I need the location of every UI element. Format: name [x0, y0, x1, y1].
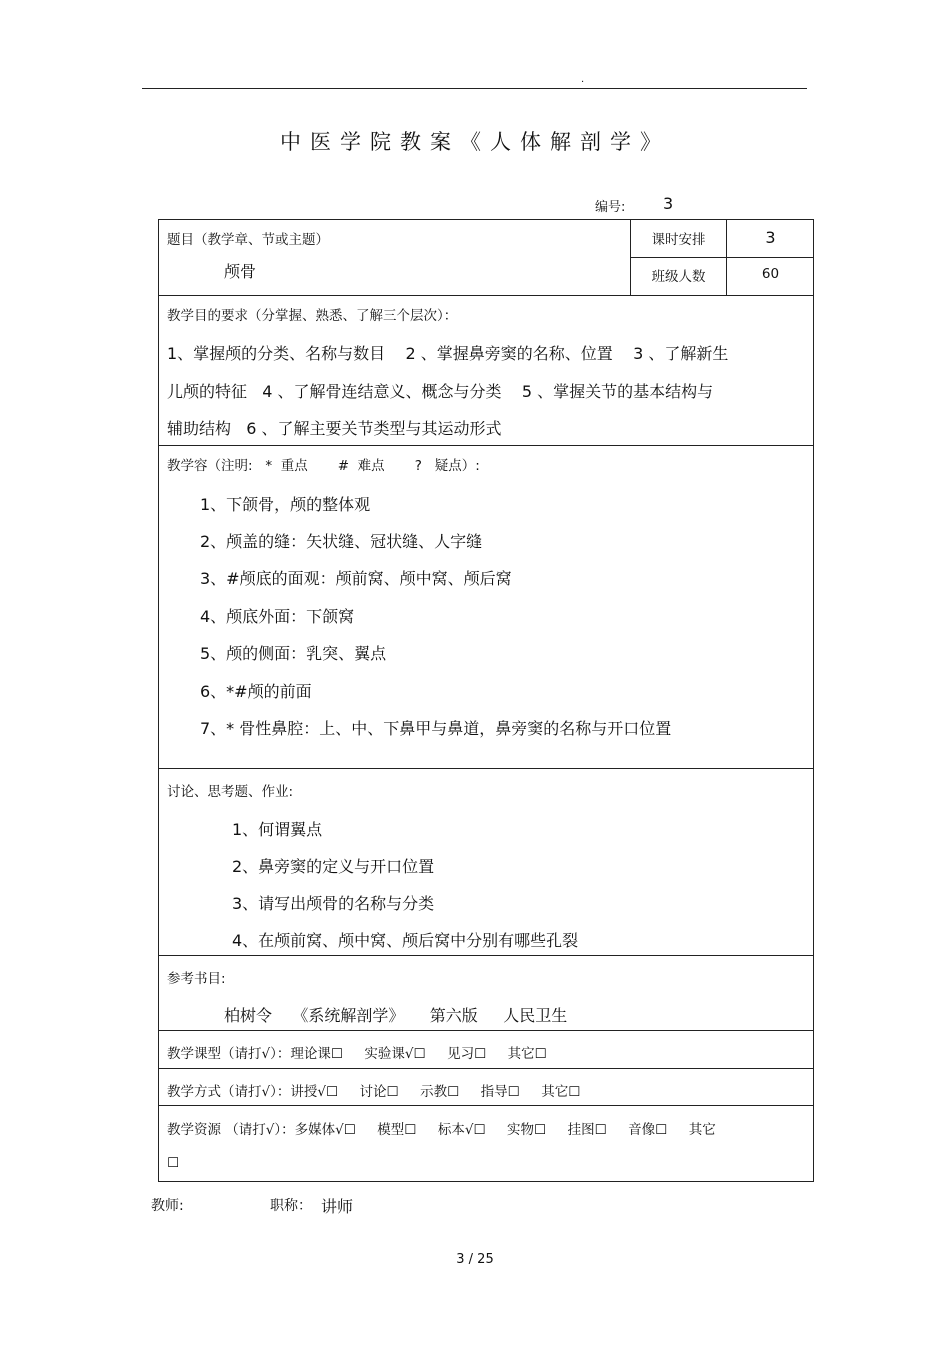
objectives-label: 教学目的要求（分掌握、熟悉、了解三个层次）：	[167, 308, 458, 324]
job-title-value: 讲师	[321, 1197, 354, 1216]
discussion-label: 讨论、思考题、作业:	[167, 784, 294, 800]
discussion-item: 4、在颅前窝、颅中窝、颅后窝中分别有哪些孔裂	[232, 931, 579, 950]
resources-line-1: 教学资源 （请打√）：多媒体√☐ 模型☐ 标本√☐ 实物☐ 挂图☐ 音像☐ 其它	[167, 1122, 716, 1138]
row-divider-2	[158, 445, 814, 446]
content-item: 7、* 骨性鼻腔：上、中、下鼻甲与鼻道，鼻旁窦的名称与开口位置	[200, 719, 672, 738]
teaching-method: 教学方式（请打√）：讲授√☐ 讨论☐ 示教☐ 指导☐ 其它☐	[167, 1084, 581, 1100]
row-divider-5	[158, 1030, 814, 1031]
discussion-item: 1、何谓翼点	[232, 820, 323, 839]
serial-value: 3	[663, 194, 674, 213]
references-label: 参考书目:	[167, 971, 226, 987]
row-divider-6	[158, 1068, 814, 1069]
resources-line-2: ☐	[167, 1155, 180, 1171]
page-title: 中医学院教案《人体解剖学》	[280, 130, 670, 154]
class-size-value: 60	[761, 266, 780, 282]
content-item: 1、下颌骨，颅的整体观	[200, 495, 371, 514]
serial-label: 编号:	[595, 200, 626, 215]
teacher-label: 教师:	[151, 1198, 184, 1214]
content-label: 教学容（注明: * 重点 # 难点 ? 疑点）:	[167, 458, 480, 474]
row-divider-4	[158, 955, 814, 956]
objectives-line-1: 1、掌握颅的分类、名称与数目 2 、掌握鼻旁窦的名称、位置 3 、了解新生	[167, 344, 729, 363]
content-item: 5、颅的侧面：乳突、翼点	[200, 644, 387, 663]
discussion-item: 2、鼻旁窦的定义与开口位置	[232, 857, 435, 876]
content-item: 3、#颅底的面观：颅前窝、颅中窝、颅后窝	[200, 569, 512, 588]
topic-mid-line	[630, 257, 814, 258]
row-divider-3	[158, 768, 814, 769]
row-divider-7	[158, 1105, 814, 1106]
page-number: 3 / 25	[456, 1252, 494, 1267]
hours-value: 3	[765, 228, 776, 247]
header-dot: .	[581, 74, 585, 85]
discussion-item: 3、请写出颅骨的名称与分类	[232, 894, 435, 913]
job-title-label: 职称：	[270, 1198, 312, 1214]
header-rule	[142, 88, 807, 89]
objectives-line-2: 儿颅的特征 4 、了解骨连结意义、概念与分类 5 、掌握关节的基本结构与	[167, 382, 714, 401]
content-item: 6、*#颅的前面	[200, 682, 312, 701]
objectives-line-3: 辅助结构 6 、了解主要关节类型与其运动形式	[167, 419, 502, 438]
content-item: 2、颅盖的缝：矢状缝、冠状缝、人字缝	[200, 532, 483, 551]
topic-value: 颅骨	[224, 262, 257, 281]
row-divider-1	[158, 295, 814, 296]
hours-label: 课时安排	[651, 232, 706, 248]
class-size-label: 班级人数	[651, 269, 706, 285]
references-value: 柏树令 《系统解剖学》 第六版 人民卫生	[224, 1006, 568, 1025]
topic-label: 题目（教学章、节或主题）	[167, 232, 329, 248]
content-item: 4、颅底外面：下颌窝	[200, 607, 355, 626]
course-type: 教学课型（请打√）：理论课☐ 实验课√☐ 见习☐ 其它☐	[167, 1046, 547, 1062]
